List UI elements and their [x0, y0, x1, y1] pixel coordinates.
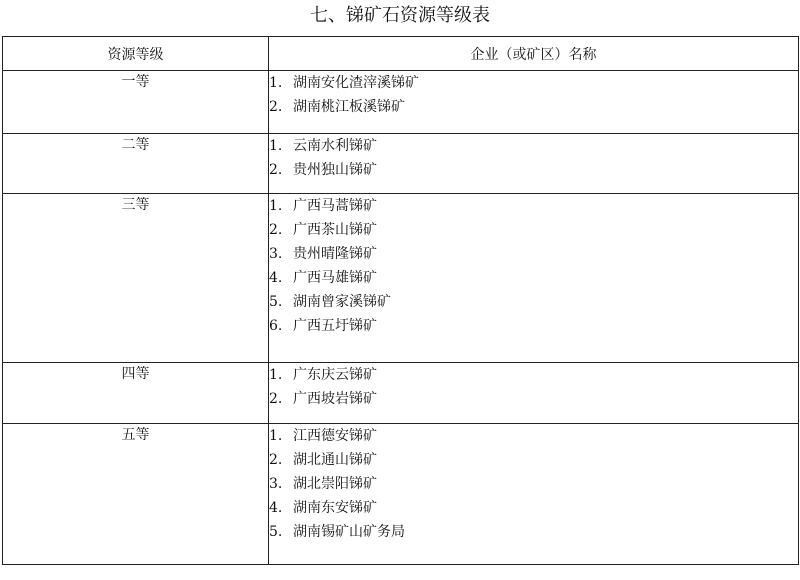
list-item — [269, 520, 798, 544]
enterprise-cell — [269, 134, 799, 194]
table-body — [3, 71, 799, 565]
list-item — [269, 424, 798, 448]
table-row — [3, 134, 799, 194]
mine-name: 广西坡岩锑矿 — [293, 391, 377, 407]
list-item — [269, 363, 798, 387]
mine-list — [269, 134, 798, 182]
list-item — [269, 218, 798, 242]
list-item — [269, 314, 798, 338]
header-grade: 资源等级 — [3, 37, 269, 71]
table-row — [3, 194, 799, 363]
mine-name: 湖南桃江板溪锑矿 — [293, 99, 405, 115]
list-item — [269, 71, 798, 95]
enterprise-cell — [269, 424, 799, 565]
list-number: 2. — [269, 391, 283, 407]
list-number: 2. — [269, 99, 283, 115]
list-number: 6. — [269, 318, 283, 334]
list-item — [269, 266, 798, 290]
list-number: 1. — [269, 75, 283, 91]
list-number: 3. — [269, 476, 283, 492]
list-item — [269, 496, 798, 520]
grade-cell: 一等 — [3, 71, 269, 134]
list-number: 5. — [269, 524, 283, 540]
list-item — [269, 242, 798, 266]
mine-name: 湖北通山锑矿 — [293, 452, 377, 468]
mine-name: 江西德安锑矿 — [293, 428, 377, 444]
list-number: 2. — [269, 222, 283, 238]
list-number: 2. — [269, 452, 283, 468]
header-row — [3, 37, 799, 71]
grade-cell: 四等 — [3, 363, 269, 424]
enterprise-cell — [269, 194, 799, 363]
list-number: 1. — [269, 428, 283, 444]
table-title: 七、锑矿石资源等级表 — [310, 5, 490, 26]
list-item — [269, 387, 798, 411]
mine-name: 云南水利锑矿 — [293, 138, 377, 154]
grade-cell: 三等 — [3, 194, 269, 363]
list-number: 1. — [269, 367, 283, 383]
list-item — [269, 158, 798, 182]
mine-list — [269, 71, 798, 119]
mine-name: 广西马雄锑矿 — [293, 270, 377, 286]
mine-list — [269, 194, 798, 338]
enterprise-cell — [269, 71, 799, 134]
mine-name: 广东庆云锑矿 — [293, 367, 377, 383]
list-item — [269, 448, 798, 472]
mine-name: 贵州晴隆锑矿 — [293, 246, 377, 262]
mine-name: 湖南安化渣滓溪锑矿 — [293, 75, 419, 91]
mine-name: 湖南东安锑矿 — [293, 500, 377, 516]
mine-name: 湖南锡矿山矿务局 — [293, 524, 405, 540]
list-number: 2. — [269, 162, 283, 178]
enterprise-cell — [269, 363, 799, 424]
antimony-grade-table — [2, 36, 799, 565]
list-item — [269, 472, 798, 496]
list-item — [269, 194, 798, 218]
mine-name: 广西茶山锑矿 — [293, 222, 377, 238]
mine-name: 广西五圩锑矿 — [293, 318, 377, 334]
mine-name: 湖南曾家溪锑矿 — [293, 294, 391, 310]
list-item — [269, 95, 798, 119]
mine-name: 贵州独山锑矿 — [293, 162, 377, 178]
list-item — [269, 134, 798, 158]
table-row — [3, 363, 799, 424]
mine-list — [269, 363, 798, 411]
list-number: 5. — [269, 294, 283, 310]
mine-name: 广西马蒿锑矿 — [293, 198, 377, 214]
mine-list — [269, 424, 798, 544]
header-enterprise-name: 企业（或矿区）名称 — [269, 37, 799, 71]
list-number: 1. — [269, 138, 283, 154]
list-number: 4. — [269, 270, 283, 286]
list-number: 4. — [269, 500, 283, 516]
list-number: 1. — [269, 198, 283, 214]
list-number: 3. — [269, 246, 283, 262]
table-row — [3, 424, 799, 565]
table-row — [3, 71, 799, 134]
mine-name: 湖北崇阳锑矿 — [293, 476, 377, 492]
grade-cell: 二等 — [3, 134, 269, 194]
list-item — [269, 290, 798, 314]
grade-cell: 五等 — [3, 424, 269, 565]
